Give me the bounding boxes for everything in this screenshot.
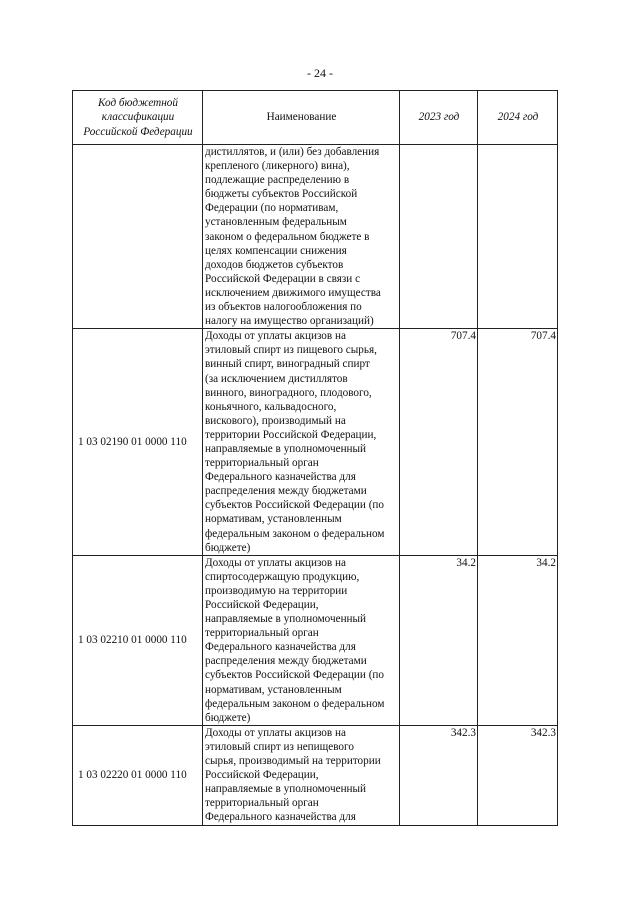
row-value-2023: 342.3 [400,725,478,825]
row-value-2024 [478,145,558,329]
row-code: 1 03 02210 01 0000 110 [73,555,203,725]
row-name: Доходы от уплаты акцизов на спиртосодержащую продукцию, производимую на территории Российской Федерации, направляемые в уполномоченный территориальный орган Федерального казначейства для распределения между бюджетами субъектов Российской Федерации (по нормативам, установленным федеральным законом о федеральном бюджете) [203,555,400,725]
table-row [73,145,558,329]
table-header-row [73,91,558,145]
row-code [73,145,203,329]
row-code: 1 03 02190 01 0000 110 [73,329,203,556]
table-row [73,329,558,556]
header-code: Код бюджетной классификации Российской Федерации [73,91,203,145]
row-value-2023 [400,145,478,329]
row-name: Доходы от уплаты акцизов на этиловый спирт из непищевого сырья, производимый на территории Российской Федерации, направляемые в уполномоченный территориальный орган Федерального казначейства для [203,725,400,825]
row-value-2024: 34.2 [478,555,558,725]
row-value-2023: 707.4 [400,329,478,556]
row-name: Доходы от уплаты акцизов на этиловый спирт из пищевого сырья, винный спирт, виноградный спирт (за исключением дистиллятов винного, виноградного, плодового, коньячного, кальвадосного, вискового), производимый на территории Российской Федерации, направляемые в уполномоченный территориальный орган Федерального казначейства для распределения между бюджетами субъектов Российской Федерации (по нормативам, установленным федеральным законом о федеральном бюджете) [203,329,400,556]
header-name: Наименование [203,91,400,145]
page-number: - 24 - [307,66,333,80]
row-value-2024: 342.3 [478,725,558,825]
row-value-2023: 34.2 [400,555,478,725]
table-row [73,725,558,825]
header-year-2023: 2023 год [400,91,478,145]
row-value-2024: 707.4 [478,329,558,556]
table-row [73,555,558,725]
header-year-2024: 2024 год [478,91,558,145]
row-name: дистиллятов, и (или) без добавления крепленого (ликерного) вина), подлежащие распределению в бюджеты субъектов Российской Федерации (по нормативам, установленным федеральным законом о федеральном бюджете в целях компенсации снижения доходов бюджетов субъектов Российской Федерации в связи с исключением движимого имущества из объектов налогообложения по налогу на имущество организаций) [203,145,400,329]
budget-table [72,90,558,826]
row-code: 1 03 02220 01 0000 110 [73,725,203,825]
